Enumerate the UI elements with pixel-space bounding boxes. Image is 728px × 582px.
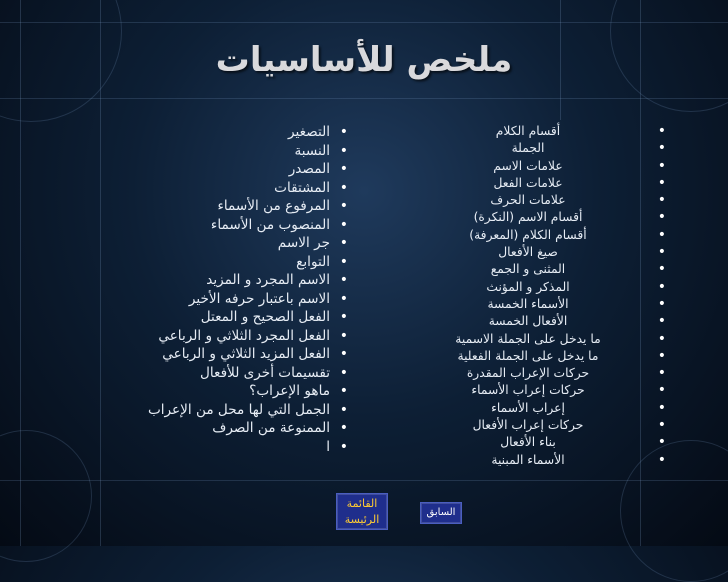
decor-line [0,480,728,481]
list-item[interactable]: الفعل المجرد الثلاثي و الرباعي • [30,327,330,346]
list-item[interactable]: الجملة • [408,140,648,157]
topics-list-left [30,123,330,456]
list-item[interactable]: الأسماء الخمسة • [408,296,648,313]
list-item[interactable]: النسبة • [30,142,330,161]
list-item[interactable]: المصدر • [30,160,330,179]
list-item[interactable]: حركات إعراب الأفعال • [408,417,648,434]
decor-line [0,98,728,99]
list-item[interactable]: المنصوب من الأسماء • [30,216,330,235]
list-item[interactable]: علامات الحرف • [408,192,648,209]
list-item[interactable]: المرفوع من الأسماء • [30,197,330,216]
list-item[interactable]: المشتقات • [30,179,330,198]
main-menu-label-line1: القائمة [346,497,378,510]
decor-line [0,22,728,23]
list-item[interactable]: أقسام الاسم (النكرة) • [408,209,648,226]
list-item[interactable]: الممنوعة من الصرف • [30,419,330,438]
list-item[interactable]: صيغ الأفعال • [408,244,648,261]
list-item[interactable]: التوابع • [30,253,330,272]
main-menu-label-line2: الرئيسة [344,513,380,526]
list-item[interactable]: علامات الفعل • [408,175,648,192]
list-item[interactable]: ما يدخل على الجملة الاسمية • [408,331,648,348]
topics-list-right [408,123,648,469]
list-item[interactable]: ا • [30,438,330,457]
list-item[interactable]: المذكر و المؤنث • [408,279,648,296]
list-item[interactable]: حركات الإعراب المقدرة • [408,365,648,382]
list-item[interactable]: أقسام الكلام (المعرفة) • [408,227,648,244]
list-item[interactable]: الأسماء المبنية • [408,452,648,469]
list-item[interactable]: الأفعال الخمسة • [408,313,648,330]
list-item[interactable]: المثنى و الجمع • [408,261,648,278]
list-item[interactable]: إعراب الأسماء • [408,400,648,417]
main-menu-button[interactable] [336,493,388,530]
list-item[interactable]: الاسم المجرد و المزيد • [30,271,330,290]
list-item[interactable]: الفعل المزيد الثلاثي و الرباعي • [30,345,330,364]
list-item[interactable]: أقسام الكلام • [408,123,648,140]
list-item[interactable]: التصغير • [30,123,330,142]
list-item[interactable]: ما يدخل على الجملة الفعلية • [408,348,648,365]
list-item[interactable]: علامات الاسم • [408,158,648,175]
list-item[interactable]: بناء الأفعال • [408,434,648,451]
list-item[interactable]: الجمل التي لها محل من الإعراب • [30,401,330,420]
previous-button[interactable]: السابق [420,502,462,524]
list-item[interactable]: حركات إعراب الأسماء • [408,382,648,399]
list-item[interactable]: ماهو الإعراب؟ • [30,382,330,401]
list-item[interactable]: الاسم باعتبار حرفه الأخير • [30,290,330,309]
slide-title: ملخص للأساسيات [215,40,513,80]
list-item[interactable]: جر الاسم • [30,234,330,253]
decor-line [20,0,21,546]
list-item[interactable]: تقسيمات أخرى للأفعال • [30,364,330,383]
list-item[interactable]: الفعل الصحيح و المعتل • [30,308,330,327]
